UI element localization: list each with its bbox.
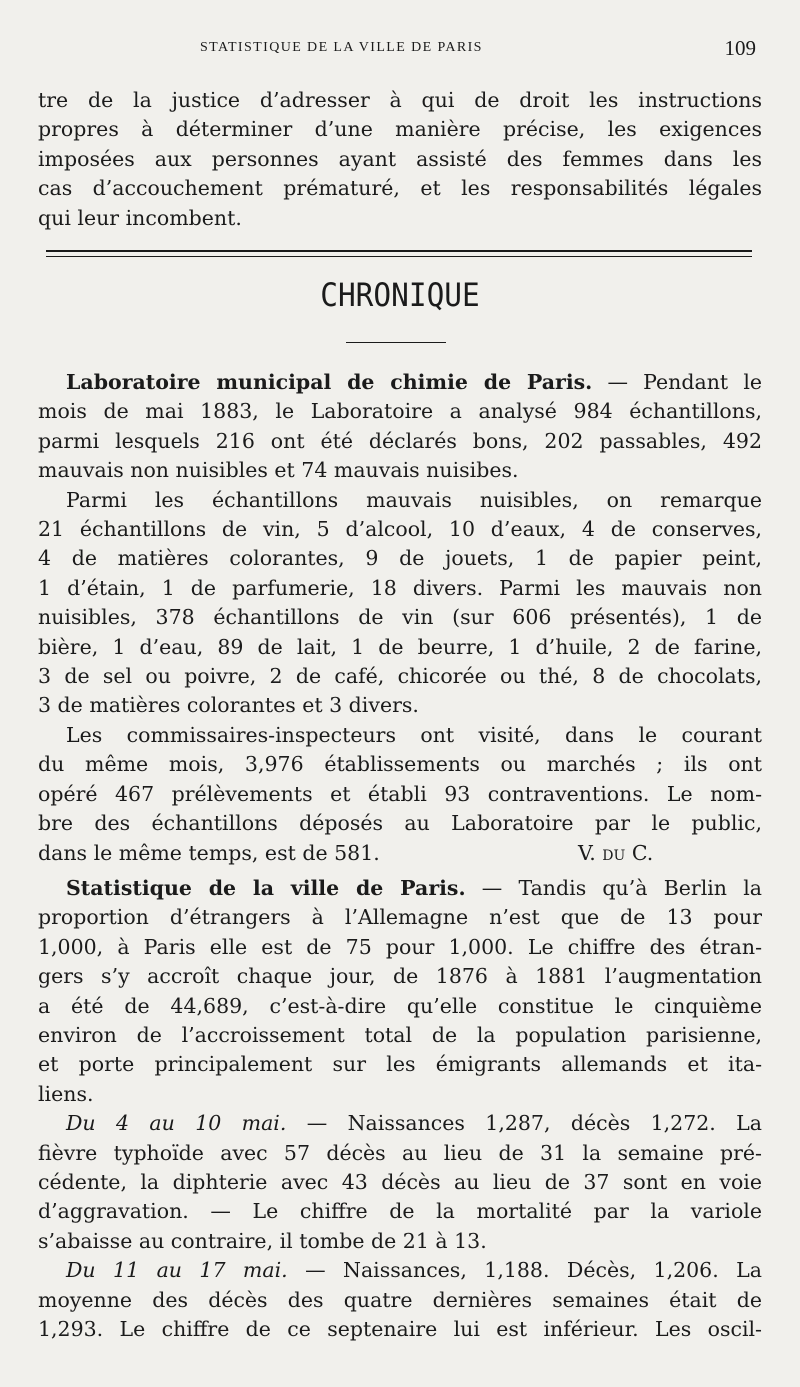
text-fragment: — Naissances, 1,188. Décès, 1,206. La <box>287 1258 762 1283</box>
article-statistique <box>38 874 762 1345</box>
text-line: propres à déterminer d’une manière précise, les exigences <box>38 117 762 142</box>
section-double-rule-top <box>46 250 752 252</box>
text-line: mois de mai 1883, le Laboratoire a analysé 984 échantillons, <box>38 399 762 424</box>
text-fragment: — Pendant le <box>592 370 762 394</box>
entry-date: Du 11 au 17 mai. <box>66 1258 288 1283</box>
text-line: du même mois, 3,976 établissements ou marchés ; ils ont <box>38 752 762 777</box>
running-title: STATISTIQUE DE LA VILLE DE PARIS <box>200 40 483 55</box>
section-title: CHRONIQUE <box>320 276 480 314</box>
section-double-rule-bottom <box>46 256 752 257</box>
entry-first-line <box>38 1109 762 1138</box>
text-line: fièvre typhoïde avec 57 décès au lieu de 31 la semaine pré- <box>38 1140 762 1165</box>
text-line: 1,293. Le chiffre de ce septenaire lui est inférieur. Les oscil- <box>38 1317 762 1342</box>
article-first-line <box>38 874 762 903</box>
text-line: et porte principalement sur les émigrants allemands et ita- <box>38 1052 762 1077</box>
text-line: 1,000, à Paris elle est de 75 pour 1,000. Le chiffre des étran- <box>38 934 762 959</box>
signature-line <box>38 839 762 868</box>
entry-first-line <box>38 1256 762 1285</box>
text-line: moyenne des décès des quatre dernières semaines était de <box>38 1287 762 1312</box>
text-line: 4 de matières colorantes, 9 de jouets, 1 de papier peint, <box>38 546 762 571</box>
text-line: s’abaisse au contraire, il tombe de 21 à 13. <box>38 1228 487 1253</box>
text-line: opéré 467 prélèvements et établi 93 contraventions. Le nom- <box>38 781 762 806</box>
text-line: proportion d’étrangers à l’Allemagne n’est que de 13 pour <box>38 905 762 930</box>
title-underline <box>346 342 446 343</box>
article-heading: Statistique de la ville de Paris. <box>66 876 466 900</box>
text-line: bière, 1 d’eau, 89 de lait, 1 de beurre, 1 d’huile, 2 de farine, <box>38 634 762 659</box>
intro-paragraph <box>38 86 762 233</box>
text-line: imposées aux personnes ayant assisté des femmes dans les <box>38 146 762 171</box>
text-line: environ de l’accroissement total de la population parisienne, <box>38 1023 762 1048</box>
article-laboratoire <box>38 368 762 868</box>
text-line: 3 de matières colorantes et 3 divers. <box>38 693 419 718</box>
text-line: 1 d’étain, 1 de parfumerie, 18 divers. Parmi les mauvais non <box>38 575 762 600</box>
text-line: nuisibles, 378 échantillons de vin (sur 606 présentés), 1 de <box>38 605 762 630</box>
signature <box>578 839 653 868</box>
page-header <box>40 36 756 62</box>
page-number: 109 <box>724 36 756 60</box>
text-line: d’aggravation. — Le chiffre de la mortalité par la variole <box>38 1199 762 1224</box>
text-line: 3 de sel ou poivre, 2 de café, chicorée ou thé, 8 de chocolats, <box>38 664 762 689</box>
text-line: mauvais non nuisibles et 74 mauvais nuisibes. <box>38 458 519 483</box>
text-line: parmi lesquels 216 ont été déclarés bons, 202 passables, 492 <box>38 428 762 453</box>
entry-date: Du 4 au 10 mai. <box>66 1111 287 1136</box>
article-heading: Laboratoire municipal de chimie de Paris. <box>66 370 593 394</box>
signature-particle: du <box>602 840 626 865</box>
signature-end: C. <box>631 840 654 865</box>
text-line: Parmi les échantillons mauvais nuisibles, on remarque <box>66 487 762 512</box>
text-fragment: dans le même temps, est de 581. <box>38 840 380 865</box>
text-line: gers s’y accroît chaque jour, de 1876 à 1881 l’augmentation <box>38 964 762 989</box>
signature-initial: V. <box>578 840 596 865</box>
text-line: bre des échantillons déposés au Laboratoire par le public, <box>38 811 762 836</box>
text-line: qui leur incombent. <box>38 205 242 230</box>
article-first-line <box>38 368 762 397</box>
text-line: tre de la justice d’adresser à qui de droit les instructions <box>38 88 762 112</box>
text-line: a été de 44,689, c’est-à-dire qu’elle constitue le cinquième <box>38 993 762 1018</box>
text-line: cas d’accouchement prématuré, et les responsabilités légales <box>38 176 762 201</box>
text-line: liens. <box>38 1081 94 1106</box>
text-line: Les commissaires-inspecteurs ont visité, dans le courant <box>66 722 762 747</box>
text-fragment: — Naissances 1,287, décès 1,272. La <box>286 1111 762 1136</box>
text-fragment: — Tandis qu’à Berlin la <box>465 876 762 900</box>
text-line: 21 échantillons de vin, 5 d’alcool, 10 d’eaux, 4 de conserves, <box>38 517 762 542</box>
text-line: cédente, la diphterie avec 43 décès au lieu de 37 sont en voie <box>38 1170 762 1195</box>
